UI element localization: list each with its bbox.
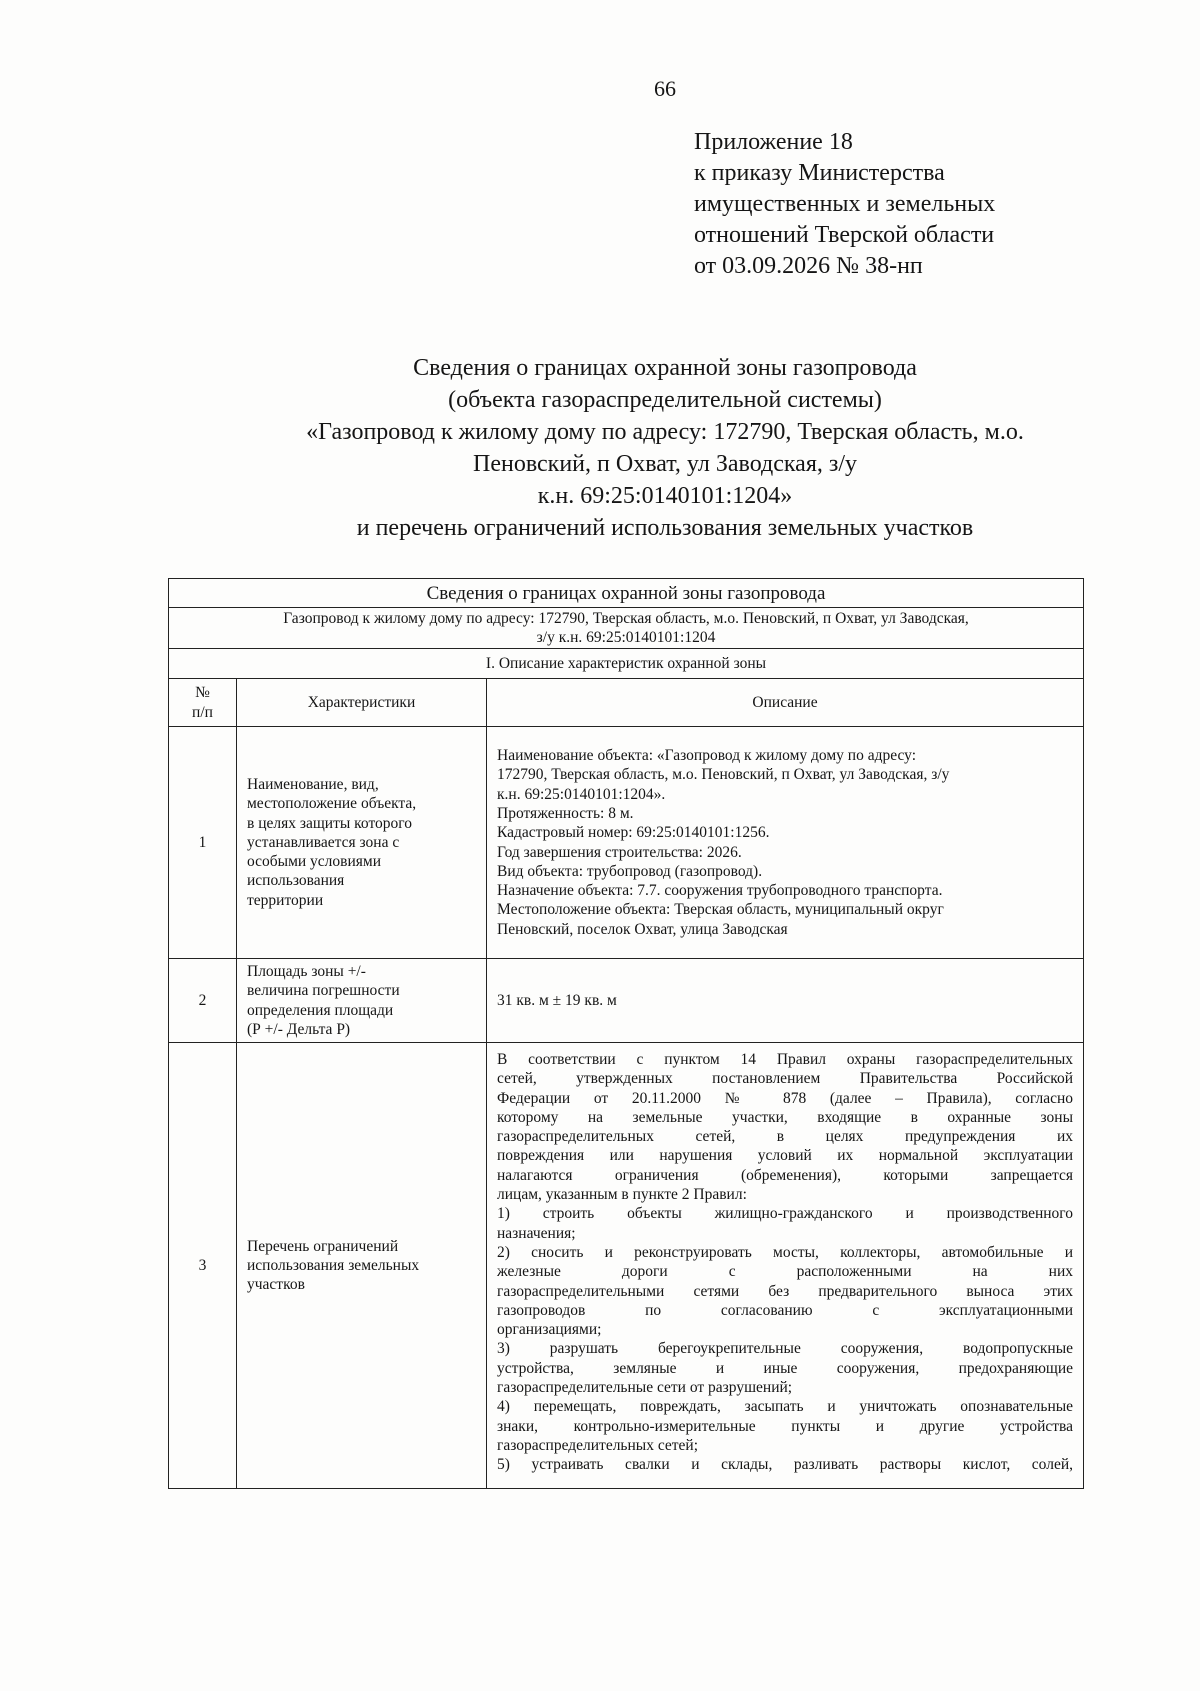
row-characteristic <box>237 1043 487 1489</box>
description-line: Федерации от 20.11.2000 № 878 (далее – Правила), согласно <box>497 1089 1074 1107</box>
characteristic-line: местоположение объекта, <box>247 795 417 813</box>
title-line: «Газопровод к жилому дому по адресу: 172790, Тверская область, м.о. <box>306 419 1024 445</box>
description-line: железные дороги с расположенными на них <box>497 1263 1074 1281</box>
description-line: газораспределительных сетей, в целях предупреждения их <box>497 1128 1074 1146</box>
characteristic-line: использования земельных <box>247 1256 420 1274</box>
characteristic-line: Наименование, вид, <box>247 775 379 793</box>
description-line: Вид объекта: трубопровод (газопровод). <box>497 862 763 880</box>
description-line: налагаются ограничения (обременения), которыми запрещается <box>497 1166 1074 1184</box>
appendix-line: от 03.09.2026 № 38-нп <box>694 253 923 279</box>
description-line: сетей, утвержденных постановлением Правительства Российской <box>497 1070 1074 1088</box>
table-header-title: Сведения о границах охранной зоны газопровода <box>169 579 1084 608</box>
description-line: знаки, контрольно-измерительные пункты и другие устройства <box>497 1417 1074 1435</box>
characteristic-line: устанавливается зона с <box>247 833 400 851</box>
appendix-line: к приказу Министерства <box>694 160 945 186</box>
characteristic-line: (Р +/- Дельта Р) <box>247 1020 351 1038</box>
row-description <box>487 727 1084 959</box>
title-line: к.н. 69:25:0140101:1204» <box>537 483 793 509</box>
row-characteristic <box>237 959 487 1043</box>
zone-info-table <box>168 578 1084 1489</box>
row-characteristic <box>237 727 487 959</box>
col-header-description: Описание <box>487 679 1084 727</box>
description-line: газораспределительных сетей; <box>497 1436 699 1454</box>
description-line: повреждения или нарушения условий их нормальной эксплуатации <box>497 1147 1074 1165</box>
characteristic-line: Перечень ограничений <box>247 1237 399 1255</box>
table-row <box>169 727 1084 959</box>
characteristic-line: участков <box>247 1276 305 1294</box>
characteristic-line: использования <box>247 872 345 890</box>
row-description: 31 кв. м ± 19 кв. м <box>487 959 1084 1043</box>
document-title <box>0 352 1200 544</box>
description-line: газораспределительными сетями без предварительного выноса этих <box>497 1282 1074 1300</box>
row-description <box>487 1043 1084 1489</box>
characteristic-line: особыми условиями <box>247 853 382 871</box>
title-line: Пеновский, п Охват, ул Заводская, з/у <box>473 451 857 477</box>
table-row <box>169 959 1084 1043</box>
table-row <box>169 1043 1084 1489</box>
table-header-object <box>169 608 1084 649</box>
characteristic-line: определения площади <box>247 1001 394 1019</box>
col-header-number-line: № <box>195 684 210 702</box>
title-line: и перечень ограничений использования земельных участков <box>356 515 974 541</box>
description-line: Назначение объекта: 7.7. сооружения трубопроводного транспорта. <box>497 882 943 900</box>
description-line: организациями; <box>497 1321 602 1339</box>
description-line: Кадастровый номер: 69:25:0140101:1256. <box>497 824 770 842</box>
description-line: газораспределительные сети от разрушений; <box>497 1379 793 1397</box>
col-header-characteristics: Характеристики <box>237 679 487 727</box>
characteristic-line: в целях защиты которого <box>247 814 412 832</box>
description-line: В соответствии с пунктом 14 Правил охраны газораспределительных <box>497 1051 1074 1068</box>
description-line: 3) разрушать берегоукрепительные сооружения, водопропускные <box>497 1340 1074 1358</box>
appendix-block <box>694 127 995 282</box>
characteristic-line: территории <box>247 891 324 909</box>
appendix-line: Приложение 18 <box>694 129 853 155</box>
description-line: Год завершения строительства: 2026. <box>497 843 742 861</box>
row-number: 3 <box>169 1043 237 1489</box>
description-line: Протяженность: 8 м. <box>497 804 634 822</box>
description-line: которому на земельные участки, входящие в охранные зоны <box>497 1108 1074 1126</box>
appendix-line: отношений Тверской области <box>694 222 995 248</box>
row-number: 1 <box>169 727 237 959</box>
title-line: Сведения о границах охранной зоны газопровода <box>413 355 917 381</box>
description-line: 172790, Тверская область, м.о. Пеновский, п Охват, ул Заводская, з/у <box>497 766 950 784</box>
header-object-line: Газопровод к жилому дому по адресу: 172790, Тверская область, м.о. Пеновский, п Охват, ул Заводская, <box>283 609 969 627</box>
description-line: Наименование объекта: «Газопровод к жилому дому по адресу: <box>497 747 917 765</box>
col-header-number <box>169 679 237 727</box>
description-line: к.н. 69:25:0140101:1204». <box>497 785 666 803</box>
section-title: I. Описание характеристик охранной зоны <box>169 649 1084 679</box>
col-header-number-line: п/п <box>192 703 213 721</box>
description-line: 4) перемещать, повреждать, засыпать и уничтожать опознавательные <box>497 1398 1074 1416</box>
title-line: (объекта газораспределительной системы) <box>448 387 882 413</box>
characteristic-line: Площадь зоны +/- <box>247 962 366 980</box>
description-line: Пеновский, поселок Охват, улица Заводская <box>497 920 788 938</box>
description-line: назначения; <box>497 1224 576 1242</box>
description-line: газопроводов по согласованию с эксплуатационными <box>497 1301 1074 1319</box>
page-number: 66 <box>654 76 676 101</box>
description-line: 2) сносить и реконструировать мосты, коллекторы, автомобильные и <box>497 1243 1074 1261</box>
description-line: 5) устраивать свалки и склады, разливать растворы кислот, солей, <box>497 1456 1074 1474</box>
row-number: 2 <box>169 959 237 1043</box>
description-line: устройства, земляные и иные сооружения, предохраняющие <box>497 1359 1074 1377</box>
description-line: Местоположение объекта: Тверская область, муниципальный округ <box>497 901 944 919</box>
header-object-line: з/у к.н. 69:25:0140101:1204 <box>536 629 716 646</box>
appendix-line: имущественных и земельных <box>694 191 996 217</box>
characteristic-line: величина погрешности <box>247 982 400 1000</box>
description-line: лицам, указанным в пункте 2 Правил: <box>497 1186 747 1204</box>
description-line: 1) строить объекты жилищно-гражданского и производственного <box>497 1205 1074 1223</box>
